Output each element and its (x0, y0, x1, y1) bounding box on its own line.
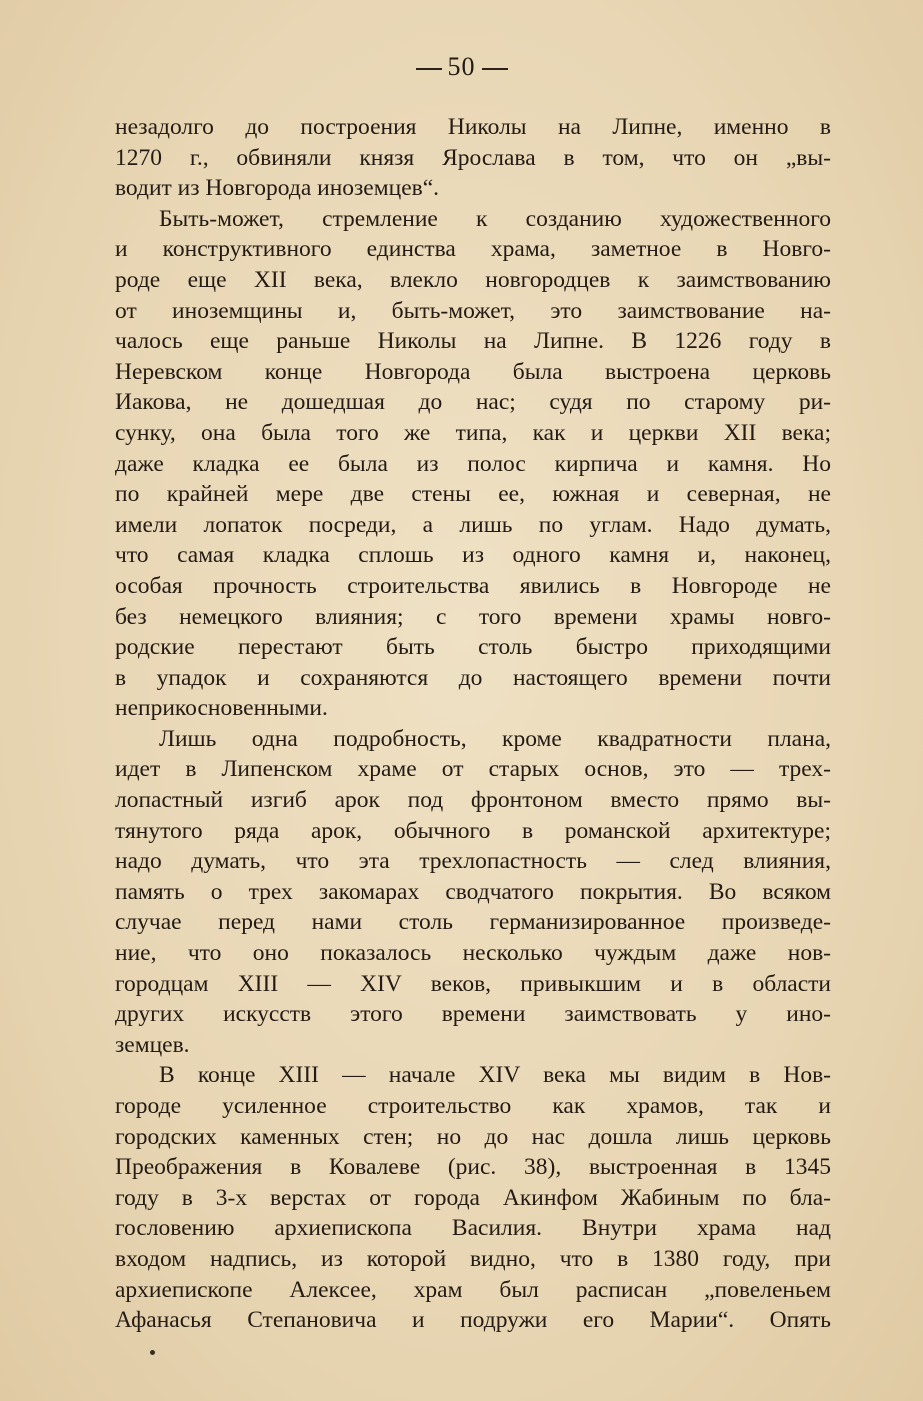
text-line: Лишь одна подробность, кроме квадратности плана, (159, 725, 831, 752)
text-line: и конструктивного единства храма, заметное в Новго- (115, 236, 831, 263)
text-line: В конце XIII — начале XIV века мы видим в Нов- (159, 1062, 831, 1089)
text-line: надо думать, что эта трехлопастность — след влияния, (115, 848, 831, 875)
paper-speck (150, 1350, 155, 1355)
text-line: от иноземщины и, быть-может, это заимствование на- (115, 297, 831, 324)
text-line: архиепископе Алексее, храм был расписан „повеленьем (115, 1276, 831, 1303)
text-line: чалось еще раньше Николы на Липне. В 1226 году в (115, 328, 831, 355)
text-line: случае перед нами столь германизированное произведе- (115, 909, 831, 936)
text-line: городских каменных стен; но до нас дошла лишь церковь (115, 1123, 831, 1150)
text-line: незадолго до построения Николы на Липне, именно в (115, 114, 831, 140)
text-line: Преображения в Ковалеве (рис. 38), выстроенная в 1345 (115, 1154, 831, 1181)
text-line: тянутого ряда арок, обычного в романской архитектуре; (115, 817, 831, 844)
text-line: память о трех закомарах сводчатого покрытия. Во всяком (115, 878, 831, 905)
text-line: городцам XIII — XIV веков, привыкшим и в области (115, 970, 831, 997)
text-line: идет в Липенском храме от старых основ, это — трех- (115, 756, 831, 783)
left-dash-ornament (416, 68, 442, 70)
text-line: 1270 г., обвиняли князя Ярослава в том, что он „вы- (115, 144, 831, 171)
text-line: водит из Новгорода иноземцев“. (115, 175, 440, 202)
text-line: что самая кладка сплошь из одного камня и, наконец, (115, 542, 831, 569)
right-dash-ornament (482, 68, 508, 70)
text-line: гословению архиепископа Василия. Внутри храма над (115, 1215, 831, 1242)
text-line: неприкосновенными. (115, 695, 328, 722)
text-line: Неревском конце Новгорода была выстроена церковь (115, 358, 831, 385)
text-line: родские перестают быть столь быстро приходящими (115, 634, 831, 661)
text-line: в упадок и сохраняются до настоящего времени почти (115, 664, 831, 691)
text-line: роде еще XII века, влекло новгородцев к заимствованию (115, 266, 831, 293)
body-text (115, 112, 831, 1336)
text-line: Быть-может, стремление к созданию художественного (159, 205, 831, 232)
text-line: земцев. (115, 1031, 190, 1058)
text-line: других искусств этого времени заимствовать у ино- (115, 1001, 831, 1028)
text-line: особая прочность строительства явились в Новгороде не (115, 572, 831, 599)
text-line: лопастный изгиб арок под фронтоном вместо прямо вы- (115, 787, 831, 814)
text-line: по крайней мере две стены ее, южная и северная, не (115, 481, 831, 508)
text-line: году в 3-х верстах от города Акинфом Жабиным по бла- (115, 1184, 831, 1211)
text-line: Афанасья Степановича и подружи его Марии“. Опять (115, 1307, 831, 1334)
text-line: даже кладка ее была из полос кирпича и камня. Но (115, 450, 831, 477)
text-line: городе усиленное строительство как храмов, так и (115, 1093, 831, 1119)
page-number-header (0, 52, 923, 82)
text-line: ние, что оно показалось несколько чуждым даже нов- (115, 940, 831, 967)
page-number: 50 (447, 52, 476, 81)
text-line: имели лопаток посреди, а лишь по углам. Надо думать, (115, 511, 831, 538)
text-line: сунку, она была того же типа, как и церкви XII века; (115, 419, 831, 446)
text-line: Иакова, не дошедшая до нас; судя по старому ри- (115, 389, 831, 416)
text-line: без немецкого влияния; с того времени храмы новго- (115, 603, 831, 630)
text-line: входом надпись, из которой видно, что в 1380 году, при (115, 1245, 831, 1272)
